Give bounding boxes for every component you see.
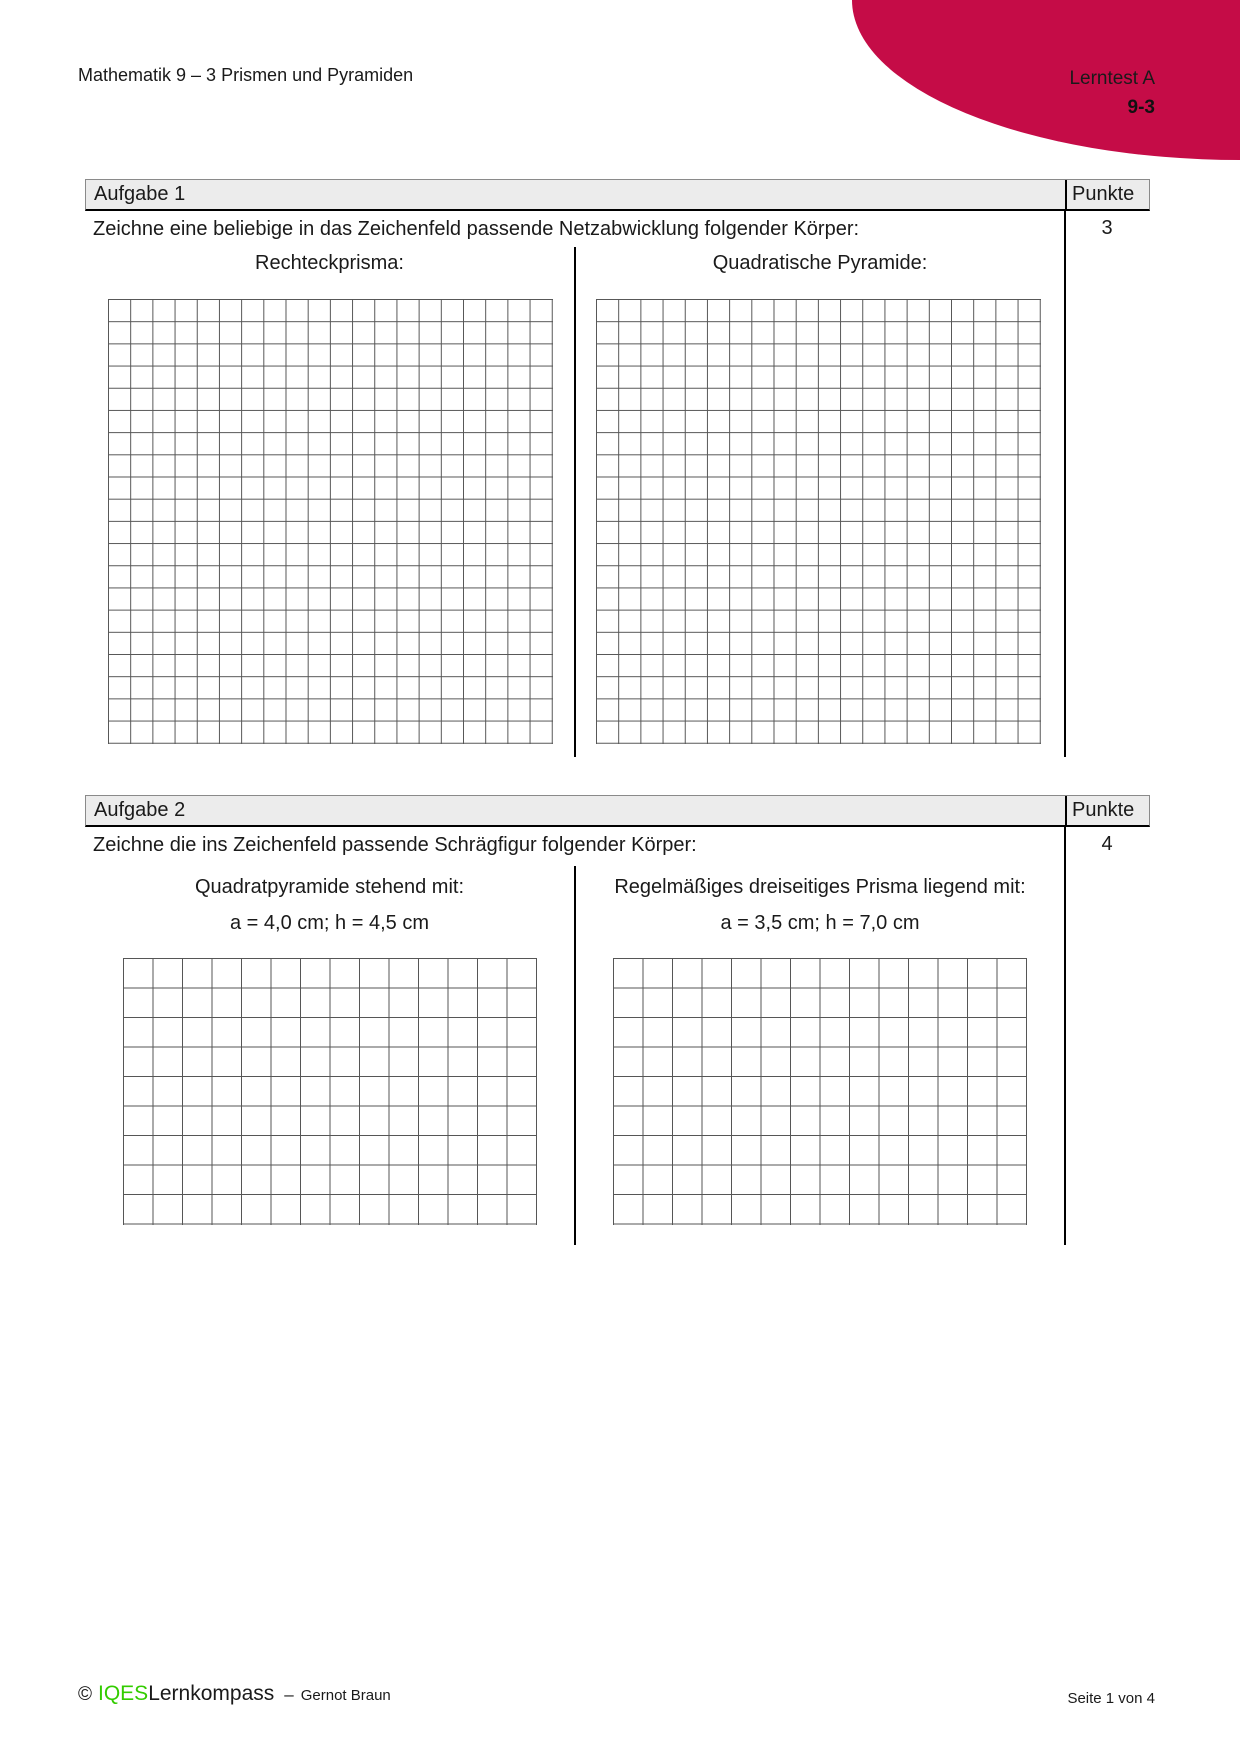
task-1-header-row: [85, 179, 1150, 211]
task-2-drawing-grid-right: [613, 958, 1027, 1225]
task-2-field-label-right: Regelmäßiges dreiseitiges Prisma liegend mit:: [614, 876, 1026, 898]
task-1-points-label: Punkte: [1065, 180, 1149, 209]
task-1-body: [85, 211, 1150, 757]
task-2-drawing-grid-left: [123, 958, 537, 1225]
task-1-drawing-grid-left: [108, 299, 553, 744]
task-1-field-label-left: Rechteckprisma:: [255, 252, 404, 274]
task-2-title: Aufgabe 2: [94, 799, 186, 821]
task-2-field-label-left: Quadratpyramide stehend mit:: [194, 876, 465, 898]
task-2-points-column-divider: [1064, 827, 1066, 1245]
test-version-badge: [852, 0, 1240, 160]
task-1-prompt: Zeichne eine beliebige in das Zeichenfeld passende Netzabwicklung folgender Körper:: [93, 218, 860, 240]
footer-separator: –: [284, 1685, 294, 1704]
task-1-drawing-grid-right: [596, 299, 1041, 744]
task-2-body: [85, 827, 1150, 1245]
task-section-1: [85, 179, 1150, 757]
task-2-field-dimensions-right: a = 3,5 cm; h = 7,0 cm: [720, 912, 920, 934]
badge-unit-code: 9-3: [1127, 97, 1155, 118]
footer-brand-lernkompass: Lernkompass: [148, 1682, 275, 1705]
task-2-field-dimensions-left: a = 4,0 cm; h = 4,5 cm: [230, 912, 429, 934]
task-1-field-label-right: Quadratische Pyramide:: [712, 252, 928, 274]
task-2-points-label: Punkte: [1065, 796, 1149, 825]
task-section-2: [85, 795, 1150, 1245]
task-2-header-row: [85, 795, 1150, 827]
task-1-points-column-divider: [1064, 211, 1066, 757]
badge-test-name: Lerntest A: [1069, 68, 1155, 89]
course-title: Mathematik 9 – 3 Prismen und Pyramiden: [78, 65, 414, 85]
task-1-points-value: 3: [1101, 217, 1113, 239]
task-1-title: Aufgabe 1: [94, 183, 186, 205]
footer-author: Gernot Braun: [300, 1687, 391, 1704]
task-2-prompt: Zeichne die ins Zeichenfeld passende Schrägfigur folgender Körper:: [93, 834, 697, 856]
task-2-points-value: 4: [1101, 833, 1113, 855]
page-footer: [78, 1682, 391, 1706]
copyright-icon: ©: [78, 1684, 92, 1705]
footer-brand-iqes: IQES: [98, 1682, 149, 1705]
page-number: Seite 1 von 4: [1067, 1690, 1155, 1707]
task-1-field-divider: [574, 247, 576, 757]
